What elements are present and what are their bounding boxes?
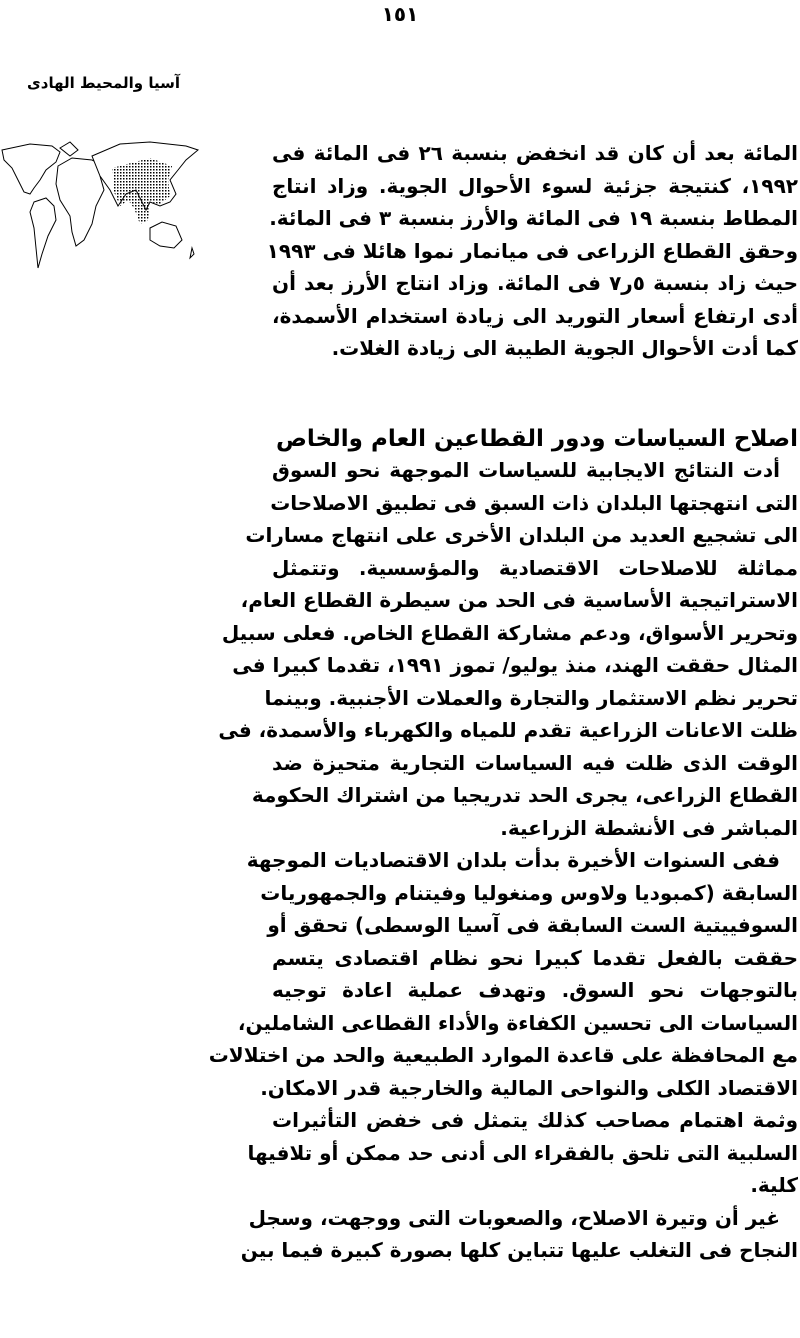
text-line: غير أن وتيرة الاصلاح، والصعوبات التى ووجهت، وسجل (248, 1205, 780, 1230)
text-line: وحقق القطاع الزراعى فى ميانمار نموا هائلا فى ١٩٩٣ (266, 238, 798, 263)
text-line: التى انتهجتها البلدان ذات السبق فى تطبيق الاصلاحات (270, 490, 798, 515)
text-line: ١٩٩٢، كنتيجة جزئية لسوء الأحوال الجوية. وزاد انتاج (272, 173, 798, 198)
text-line: أدت النتائج الايجابية للسياسات الموجهة نحو السوق (272, 458, 780, 482)
text-line: ظلت الاعانات الزراعية تقدم للمياه والكهرباء والأسمدة، فى (218, 718, 798, 742)
text-line: السلبية التى تلحق بالفقراء الى أدنى حد ممكن أو تلافيها (247, 1140, 798, 1165)
text-line: السابقة (كمبوديا ولاوس ومنغوليا وفيتنام والجمهوريات (260, 880, 798, 905)
page-number: ١٥١ (381, 2, 419, 26)
text-line: المطاط بنسبة ١٩ فى المائة والأرز بنسبة ٣ فى المائة. (269, 206, 798, 230)
text-line: الى تشجيع العديد من البلدان الأخرى على انتهاج مسارات (245, 523, 798, 547)
text-line: ففى السنوات الأخيرة بدأت بلدان الاقتصاديات الموجهة (246, 848, 780, 872)
text-line: كلية. (750, 1173, 798, 1197)
text-line: الاقتصاد الكلى والنواحى المالية والخارجية قدر الامكان. (260, 1075, 798, 1100)
text-line: كما أدت الأحوال الجوية الطيبة الى زيادة الغلات. (331, 336, 798, 360)
text-line: مع المحافظة على قاعدة الموارد الطبيعية والحد من اختلالات (208, 1043, 798, 1067)
text-line: أدى ارتفاع أسعار التوريد الى زيادة استخدام الأسمدة، (272, 303, 798, 328)
text-line: حققت بالفعل تقدما كبيرا نحو نظام اقتصادى يتسم (272, 945, 798, 970)
text-line: مماثلة للاصلاحات الاقتصادية والمؤسسية. وتتمثل (272, 555, 798, 580)
text-line: المباشر فى الأنشطة الزراعية. (500, 815, 798, 840)
text-line: النجاح فى التغلب عليها تتباين كلها بصورة كبيرة فيما بين (240, 1238, 798, 1262)
text-line: وثمة اهتمام مصاحب كذلك يتمثل فى خفض التأثيرات (272, 1108, 798, 1132)
body-text (208, 454, 798, 1267)
intro-paragraph (266, 137, 798, 365)
world-map-icon (0, 136, 205, 286)
text-line: الاستراتيجية الأساسية فى الحد من سيطرة القطاع العام، (240, 588, 798, 612)
section-heading: اصلاح السياسات ودور القطاعين العام والخاص (275, 426, 798, 452)
text-line: بالتوجهات نحو السوق. وتهدف عملية اعادة توجيه (272, 978, 798, 1002)
text-line: السياسات الى تحسين الكفاءة والأداء القطاعى الشاملين، (237, 1010, 798, 1035)
text-line: السوفييتية الست السابقة فى آسيا الوسطى) تحقق أو (267, 913, 798, 937)
text-line: حيث زاد بنسبة ٥ر٧ فى المائة. وزاد انتاج الأرز بعد أن (272, 271, 798, 295)
text-line: المائة بعد أن كان قد انخفض بنسبة ٢٦ فى المائة فى (272, 141, 798, 165)
text-line: تحرير نظم الاستثمار والتجارة والعملات الأجنبية. وبينما (264, 685, 798, 710)
text-line: المثال حققت الهند، منذ يوليو/ تموز ١٩٩١، تقدما كبيرا فى (232, 653, 798, 677)
text-line: وتحرير الأسواق، ودعم مشاركة القطاع الخاص. فعلى سبيل (221, 620, 798, 645)
running-head: آسيا والمحيط الهادى (27, 74, 180, 92)
text-line: القطاع الزراعى، يجرى الحد تدريجيا من اشتراك الحكومة (251, 783, 798, 807)
text-line: الوقت الذى ظلت فيه السياسات التجارية متحيزة ضد (272, 750, 798, 775)
